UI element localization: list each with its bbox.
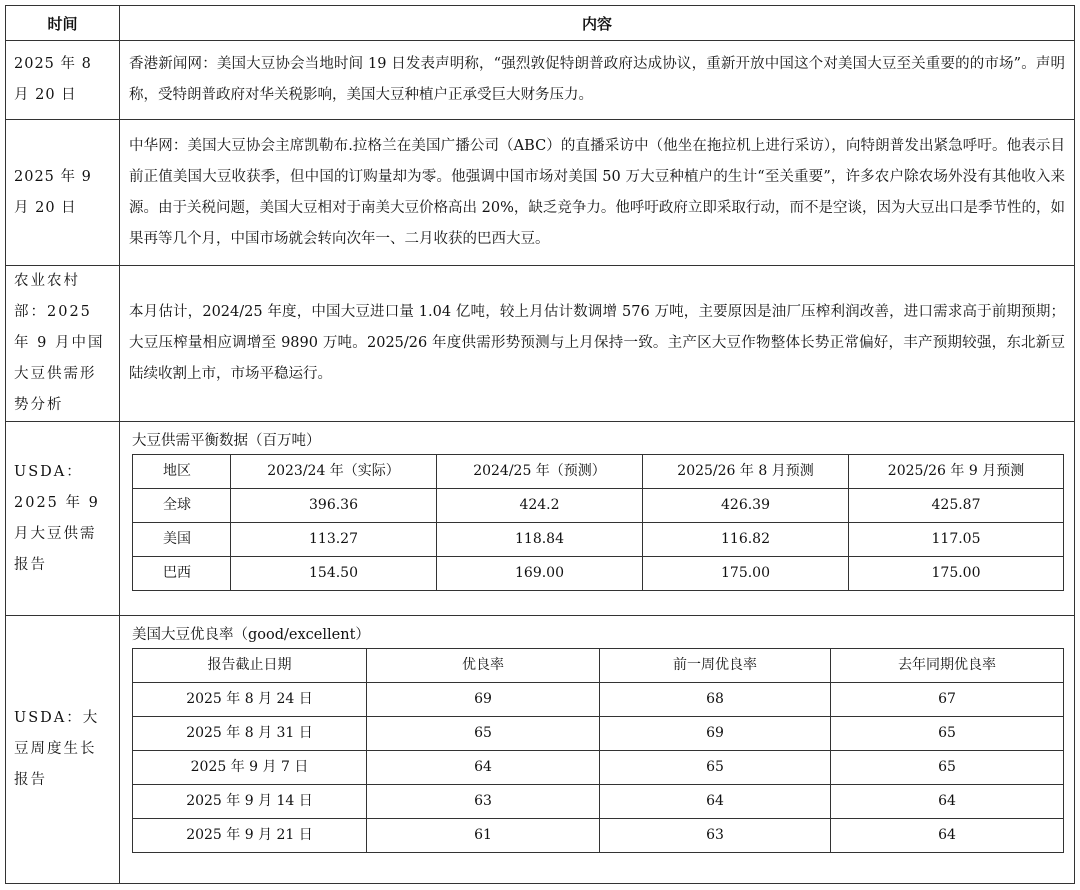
supply-cell-value: 117.05: [849, 523, 1064, 557]
growth-cell-value: 69: [600, 717, 831, 751]
supply-cell-value: 175.00: [643, 557, 849, 591]
supply-cell-region: 全球: [133, 489, 231, 523]
growth-row: [133, 785, 1064, 819]
supply-table: [132, 454, 1064, 591]
growth-row: [133, 683, 1064, 717]
row-time: 农业农村部：2025 年 9 月中国大豆供需形势分析: [6, 266, 120, 422]
supply-header-row: [133, 455, 1064, 489]
supply-header-cell: 地区: [133, 455, 231, 489]
growth-row: [133, 751, 1064, 785]
row-time: 2025 年 9 月 20 日: [6, 120, 120, 266]
supply-cell: [120, 422, 1075, 616]
supply-cell-value: 118.84: [437, 523, 643, 557]
growth-cell-date: 2025 年 9 月 21 日: [133, 819, 367, 853]
growth-cell-date: 2025 年 9 月 14 日: [133, 785, 367, 819]
growth-cell-value: 69: [367, 683, 600, 717]
growth-cell-value: 68: [600, 683, 831, 717]
growth-cell-value: 64: [600, 785, 831, 819]
supply-header-cell: 2024/25 年（预测）: [437, 455, 643, 489]
growth-cell-value: 63: [367, 785, 600, 819]
supply-cell-value: 113.27: [231, 523, 437, 557]
supply-row: [133, 489, 1064, 523]
header-row: [6, 6, 1075, 41]
table-row: [6, 120, 1075, 266]
supply-cell-value: 175.00: [849, 557, 1064, 591]
row-content: 中华网：美国大豆协会主席凯勒布.拉格兰在美国广播公司（ABC）的直播采访中（他坐在拖拉机上进行采访），向特朗普发出紧急呼吁。他表示目前正值美国大豆收获季，但中国的订购量却为零。他强调中国市场对美国 50 万大豆种植户的生计“至关重要”，许多农户除农场外没有其他收入来源。由于关税问题，美国大豆相对于南美大豆价格高出 20%，缺乏竞争力。他呼吁政府立即采取行动，而不是空谈，因为大豆出口是季节性的，如果再等几个月，中国市场就会转向次年一、二月收获的巴西大豆。: [120, 120, 1075, 266]
supply-cell-value: 426.39: [643, 489, 849, 523]
growth-table-title: 美国大豆优良率（good/excellent）: [132, 627, 370, 643]
growth-cell-value: 67: [831, 683, 1064, 717]
growth-cell-value: 63: [600, 819, 831, 853]
row-content: 本月估计，2024/25 年度，中国大豆进口量 1.04 亿吨，较上月估计数调增 576 万吨，主要原因是油厂压榨利润改善，进口需求高于前期预期；大豆压榨量相应调增至 9890 万吨。2025/26 年度供需形势预测与上月保持一致。主产区大豆作物整体长势正常偏好，丰产预期较强，东北新豆陆续收割上市，市场平稳运行。: [120, 266, 1075, 422]
supply-cell-value: 424.2: [437, 489, 643, 523]
row-time: USDA：大豆周度生长报告: [6, 616, 120, 884]
growth-cell-value: 61: [367, 819, 600, 853]
growth-cell-date: 2025 年 8 月 24 日: [133, 683, 367, 717]
growth-cell-date: 2025 年 9 月 7 日: [133, 751, 367, 785]
supply-cell-value: 116.82: [643, 523, 849, 557]
supply-cell-value: 154.50: [231, 557, 437, 591]
row-time: USDA：2025 年 9 月大豆供需报告: [6, 422, 120, 616]
growth-header-cell: 前一周优良率: [600, 649, 831, 683]
supply-header-cell: 2025/26 年 9 月预测: [849, 455, 1064, 489]
table-row-supply: [6, 422, 1075, 616]
growth-table: [132, 648, 1064, 853]
news-table: [5, 5, 1075, 884]
row-content: 香港新闻网：美国大豆协会当地时间 19 日发表声明称，“强烈敦促特朗普政府达成协议，重新开放中国这个对美国大豆至关重要的的市场”。声明称，受特朗普政府对华关税影响，美国大豆种植户正承受巨大财务压力。: [120, 41, 1075, 120]
growth-cell-value: 65: [831, 717, 1064, 751]
growth-header-cell: 优良率: [367, 649, 600, 683]
supply-header-cell: 2023/24 年（实际）: [231, 455, 437, 489]
growth-cell-value: 64: [831, 819, 1064, 853]
growth-header-cell: 报告截止日期: [133, 649, 367, 683]
growth-header-cell: 去年同期优良率: [831, 649, 1064, 683]
supply-cell-value: 169.00: [437, 557, 643, 591]
table-row: [6, 266, 1075, 422]
supply-table-title: 大豆供需平衡数据（百万吨）: [132, 433, 321, 449]
table-row-growth: [6, 616, 1075, 884]
growth-cell-date: 2025 年 8 月 31 日: [133, 717, 367, 751]
supply-cell-value: 396.36: [231, 489, 437, 523]
growth-cell-value: 64: [367, 751, 600, 785]
table-row: [6, 41, 1075, 120]
growth-cell-value: 65: [600, 751, 831, 785]
document: [5, 5, 1075, 884]
growth-cell-value: 65: [831, 751, 1064, 785]
header-time: 时间: [6, 6, 120, 41]
supply-cell-region: 美国: [133, 523, 231, 557]
growth-cell-value: 64: [831, 785, 1064, 819]
growth-header-row: [133, 649, 1064, 683]
supply-cell-region: 巴西: [133, 557, 231, 591]
growth-row: [133, 819, 1064, 853]
supply-row: [133, 523, 1064, 557]
growth-row: [133, 717, 1064, 751]
row-time: 2025 年 8 月 20 日: [6, 41, 120, 120]
supply-row: [133, 557, 1064, 591]
growth-cell-value: 65: [367, 717, 600, 751]
growth-cell: [120, 616, 1075, 884]
supply-header-cell: 2025/26 年 8 月预测: [643, 455, 849, 489]
header-content: 内容: [120, 6, 1075, 41]
supply-cell-value: 425.87: [849, 489, 1064, 523]
